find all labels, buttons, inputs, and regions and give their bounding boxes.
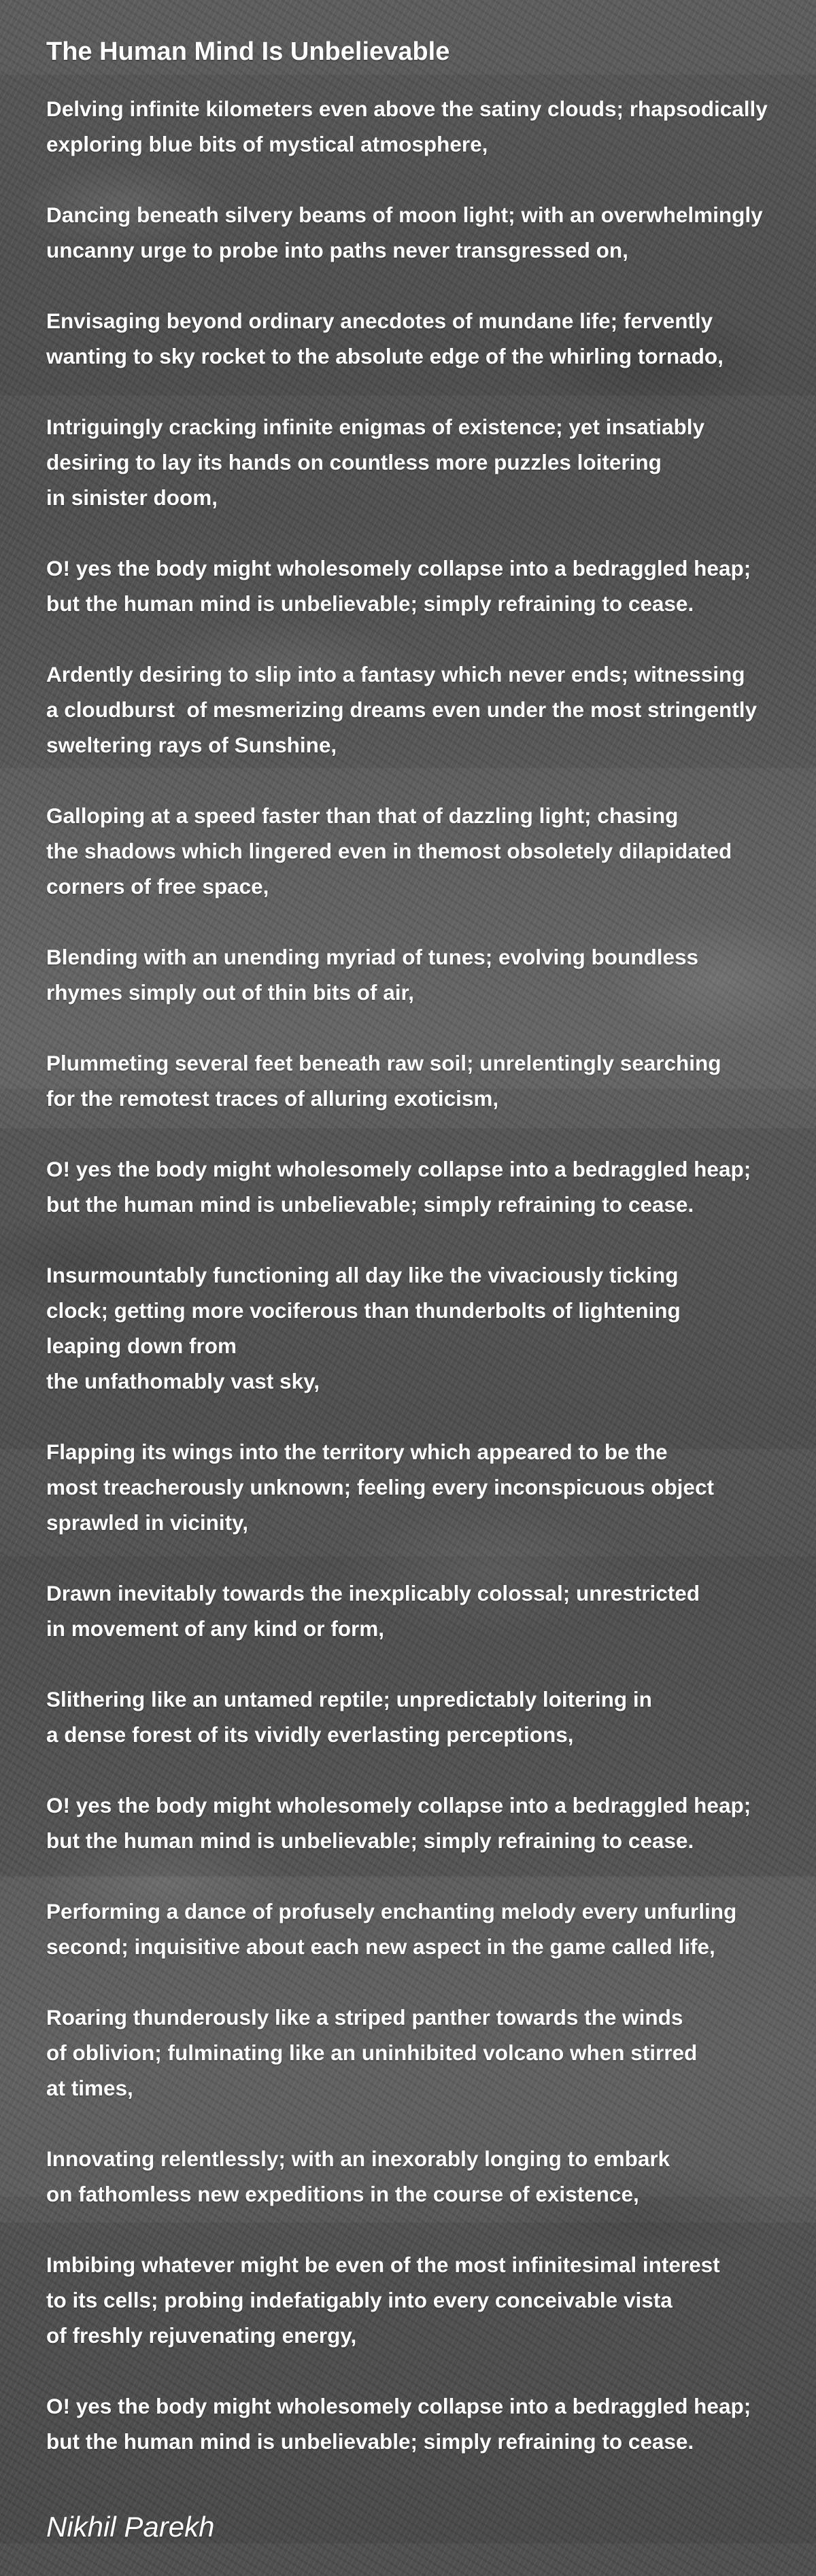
poem-line: most treacherously unknown; feeling every inconspicuous object — [46, 1475, 714, 1499]
poem-line: Insurmountably functioning all day like the vivaciously ticking — [46, 1263, 679, 1287]
poem-line: at times, — [46, 2076, 133, 2100]
poem-stanza — [46, 2388, 801, 2459]
poem-line: Delving infinite kilometers even above the satiny clouds; rhapsodically — [46, 97, 768, 121]
poem-stanza — [46, 657, 801, 763]
poem-line: for the remotest traces of alluring exoticism, — [46, 1086, 499, 1111]
poem-stanza — [46, 91, 801, 162]
poem-stanza — [46, 2141, 801, 2212]
poem-author: Nikhil Parekh — [46, 2511, 215, 2543]
poem-line: in sinister doom, — [46, 485, 218, 510]
poem-line: second; inquisitive about each new aspect in the game called life, — [46, 1934, 715, 1959]
poem-line: Intriguingly cracking infinite enigmas of existence; yet insatiably — [46, 415, 704, 439]
poem-line: sweltering rays of Sunshine, — [46, 733, 337, 757]
poem-stanza — [46, 2000, 801, 2106]
poem-line: of oblivion; fulminating like an uninhibited volcano when stirred — [46, 2040, 698, 2065]
poem-stanza — [46, 1045, 801, 1116]
poem-line: Roaring thunderously like a striped panther towards the winds — [46, 2005, 683, 2030]
poem-line: O! yes the body might wholesomely collapse into a bedraggled heap; — [46, 1157, 751, 1181]
poem-line: but the human mind is unbelievable; simply refraining to cease. — [46, 591, 694, 616]
poem-stanza — [46, 1434, 801, 1540]
poem-line: Imbibing whatever might be even of the most infinitesimal interest — [46, 2252, 720, 2277]
poem-line: leaping down from — [46, 1334, 237, 1358]
poem-line: corners of free space, — [46, 874, 269, 899]
poem-line: Blending with an unending myriad of tunes; evolving boundless — [46, 945, 699, 969]
poem-line: in movement of any kind or form, — [46, 1616, 385, 1641]
poem-line: Plummeting several feet beneath raw soil; unrelentingly searching — [46, 1051, 721, 1075]
poem-line: but the human mind is unbelievable; simply refraining to cease. — [46, 1828, 694, 1853]
poem-stanza — [46, 1151, 801, 1222]
poem-line: a cloudburst of mesmerizing dreams even under the most stringently — [46, 697, 757, 722]
poem-line: Slithering like an untamed reptile; unpredictably loitering in — [46, 1687, 652, 1711]
poem-stanza — [46, 303, 801, 374]
poem-line: to its cells; probing indefatigably into every conceivable vista — [46, 2288, 673, 2312]
poem-line: but the human mind is unbelievable; simply refraining to cease. — [46, 2429, 694, 2454]
poem-line: Innovating relentlessly; with an inexorably longing to embark — [46, 2146, 670, 2171]
poem-line: of freshly rejuvenating energy, — [46, 2323, 357, 2348]
poem-stanza — [46, 409, 801, 515]
poem-stanza — [46, 798, 801, 904]
poem-line: exploring blue bits of mystical atmosphere, — [46, 132, 488, 156]
poem-line: Envisaging beyond ordinary anecdotes of mundane life; fervently — [46, 309, 713, 333]
poem-line: Ardently desiring to slip into a fantasy which never ends; witnessing — [46, 662, 745, 686]
poem-line: on fathomless new expeditions in the course of existence, — [46, 2182, 639, 2206]
poem-stanza — [46, 1894, 801, 1964]
poem-body — [46, 31, 801, 2494]
poem-title: The Human Mind Is Unbelievable — [46, 37, 450, 66]
poem-line: the unfathomably vast sky, — [46, 1369, 320, 1393]
poem-stanza — [46, 2247, 801, 2353]
poem-line: sprawled in vicinity, — [46, 1510, 249, 1535]
poem-line: wanting to sky rocket to the absolute edge of the whirling tornado, — [46, 344, 724, 368]
poem-line: Drawn inevitably towards the inexplicably colossal; unrestricted — [46, 1581, 700, 1605]
poem-line: uncanny urge to probe into paths never transgressed on, — [46, 238, 628, 262]
poem-stanza — [46, 1576, 801, 1646]
poem-line: O! yes the body might wholesomely collapse into a bedraggled heap; — [46, 2394, 751, 2418]
poem-line: Dancing beneath silvery beams of moon light; with an overwhelmingly — [46, 203, 763, 227]
poem-line: Performing a dance of profusely enchanting melody every unfurling — [46, 1899, 737, 1924]
poem-stanza — [46, 1257, 801, 1399]
poem-line: desiring to lay its hands on countless more puzzles loitering — [46, 450, 662, 474]
poem-stanza — [46, 197, 801, 268]
poem-line: but the human mind is unbelievable; simply refraining to cease. — [46, 1192, 694, 1217]
poem-stanza — [46, 1682, 801, 1752]
poem-line: Flapping its wings into the territory which appeared to be the — [46, 1440, 668, 1464]
poem-line: O! yes the body might wholesomely collapse into a bedraggled heap; — [46, 1793, 751, 1817]
poem-stanza — [46, 939, 801, 1010]
stanza-list — [46, 91, 801, 2459]
poem-line: the shadows which lingered even in themost obsoletely dilapidated — [46, 839, 732, 863]
poem-line: Galloping at a speed faster than that of dazzling light; chasing — [46, 803, 679, 828]
poem-line: clock; getting more vociferous than thunderbolts of lightening — [46, 1298, 681, 1323]
poem-line: rhymes simply out of thin bits of air, — [46, 980, 414, 1005]
poem-stanza — [46, 551, 801, 621]
poem-stanza — [46, 1788, 801, 1858]
poem-line: O! yes the body might wholesomely collapse into a bedraggled heap; — [46, 556, 751, 580]
poem-line: a dense forest of its vividly everlasting perceptions, — [46, 1722, 574, 1747]
